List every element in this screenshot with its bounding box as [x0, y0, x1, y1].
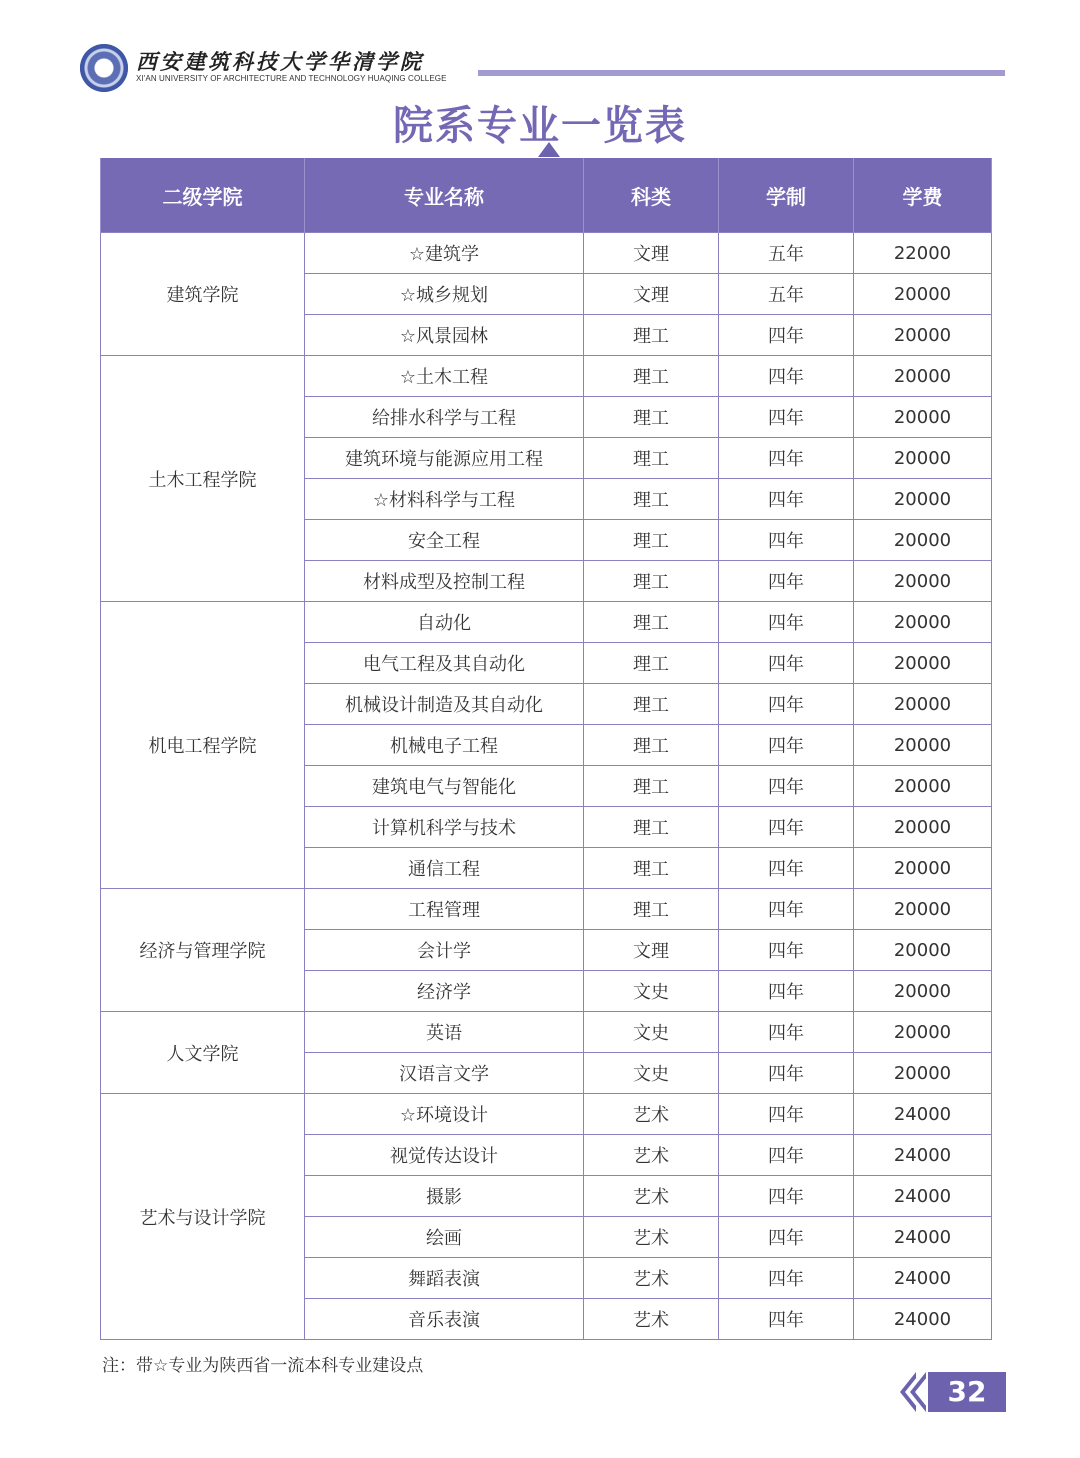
category-cell: 文理	[584, 930, 719, 971]
tuition-cell: 20000	[854, 479, 992, 520]
category-cell: 文理	[584, 233, 719, 274]
category-cell: 理工	[584, 889, 719, 930]
college-name-cell: 艺术与设计学院	[101, 1094, 305, 1340]
major-name-cell: ☆风景园林	[305, 315, 584, 356]
school-name-cn: 西安建筑科技大学华清学院	[136, 49, 424, 74]
tuition-cell: 20000	[854, 643, 992, 684]
column-header-category: 科类	[584, 158, 719, 233]
major-name-cell: 汉语言文学	[305, 1053, 584, 1094]
category-cell: 理工	[584, 766, 719, 807]
duration-cell: 五年	[719, 274, 854, 315]
tuition-cell: 20000	[854, 602, 992, 643]
duration-cell: 四年	[719, 807, 854, 848]
major-name-cell: 机械设计制造及其自动化	[305, 684, 584, 725]
school-logo-icon	[80, 44, 128, 92]
tuition-cell: 24000	[854, 1176, 992, 1217]
page-number: 32	[928, 1372, 1006, 1412]
major-name-cell: 绘画	[305, 1217, 584, 1258]
major-name-cell: 经济学	[305, 971, 584, 1012]
header-divider	[478, 70, 1005, 76]
major-name-cell: 舞蹈表演	[305, 1258, 584, 1299]
major-name-cell: 通信工程	[305, 848, 584, 889]
duration-cell: 四年	[719, 315, 854, 356]
tuition-cell: 20000	[854, 1012, 992, 1053]
title-triangle-icon	[538, 142, 560, 157]
duration-cell: 四年	[719, 889, 854, 930]
duration-cell: 四年	[719, 561, 854, 602]
tuition-cell: 20000	[854, 520, 992, 561]
major-name-cell: 自动化	[305, 602, 584, 643]
duration-cell: 四年	[719, 479, 854, 520]
duration-cell: 四年	[719, 1217, 854, 1258]
tuition-cell: 24000	[854, 1217, 992, 1258]
duration-cell: 四年	[719, 520, 854, 561]
duration-cell: 四年	[719, 971, 854, 1012]
tuition-cell: 24000	[854, 1094, 992, 1135]
column-header-college: 二级学院	[101, 158, 305, 233]
table-row	[101, 889, 992, 930]
tuition-cell: 20000	[854, 848, 992, 889]
category-cell: 艺术	[584, 1176, 719, 1217]
majors-table-body	[101, 233, 992, 1340]
duration-cell: 四年	[719, 930, 854, 971]
college-name-cell: 建筑学院	[101, 233, 305, 356]
duration-cell: 四年	[719, 643, 854, 684]
category-cell: 理工	[584, 520, 719, 561]
major-name-cell: 视觉传达设计	[305, 1135, 584, 1176]
majors-table	[100, 158, 992, 1340]
category-cell: 理工	[584, 315, 719, 356]
category-cell: 艺术	[584, 1299, 719, 1340]
category-cell: 文理	[584, 274, 719, 315]
major-name-cell: 建筑电气与智能化	[305, 766, 584, 807]
duration-cell: 四年	[719, 356, 854, 397]
category-cell: 理工	[584, 356, 719, 397]
duration-cell: 四年	[719, 1176, 854, 1217]
tuition-cell: 20000	[854, 930, 992, 971]
page-number-badge	[900, 1372, 1006, 1412]
category-cell: 理工	[584, 602, 719, 643]
major-name-cell: ☆材料科学与工程	[305, 479, 584, 520]
category-cell: 理工	[584, 807, 719, 848]
duration-cell: 四年	[719, 848, 854, 889]
category-cell: 理工	[584, 848, 719, 889]
major-name-cell: 会计学	[305, 930, 584, 971]
duration-cell: 四年	[719, 1094, 854, 1135]
category-cell: 理工	[584, 438, 719, 479]
tuition-cell: 22000	[854, 233, 992, 274]
tuition-cell: 20000	[854, 725, 992, 766]
major-name-cell: ☆建筑学	[305, 233, 584, 274]
table-row	[101, 1094, 992, 1135]
major-name-cell: 音乐表演	[305, 1299, 584, 1340]
major-name-cell: ☆城乡规划	[305, 274, 584, 315]
major-name-cell: 材料成型及控制工程	[305, 561, 584, 602]
major-name-cell: 英语	[305, 1012, 584, 1053]
category-cell: 理工	[584, 684, 719, 725]
category-cell: 艺术	[584, 1217, 719, 1258]
table-row	[101, 356, 992, 397]
column-header-tuition: 学费	[854, 158, 992, 233]
duration-cell: 四年	[719, 602, 854, 643]
table-row	[101, 1012, 992, 1053]
category-cell: 理工	[584, 725, 719, 766]
tuition-cell: 24000	[854, 1258, 992, 1299]
school-name-en: XI'AN UNIVERSITY OF ARCHITECTURE AND TECHNOLOGY HUAQING COLLEGE	[136, 74, 447, 83]
page-title: 院系专业一览表	[393, 103, 687, 149]
category-cell: 理工	[584, 397, 719, 438]
table-row	[101, 233, 992, 274]
tuition-cell: 20000	[854, 438, 992, 479]
category-cell: 理工	[584, 643, 719, 684]
category-cell: 理工	[584, 479, 719, 520]
major-name-cell: 摄影	[305, 1176, 584, 1217]
duration-cell: 四年	[719, 725, 854, 766]
major-name-cell: ☆土木工程	[305, 356, 584, 397]
major-name-cell: 电气工程及其自动化	[305, 643, 584, 684]
footnote: 注：带☆专业为陕西省一流本科专业建设点	[102, 1356, 424, 1376]
category-cell: 理工	[584, 561, 719, 602]
duration-cell: 四年	[719, 1135, 854, 1176]
column-header-duration: 学制	[719, 158, 854, 233]
tuition-cell: 20000	[854, 397, 992, 438]
tuition-cell: 20000	[854, 1053, 992, 1094]
tuition-cell: 24000	[854, 1299, 992, 1340]
major-name-cell: 给排水科学与工程	[305, 397, 584, 438]
duration-cell: 四年	[719, 438, 854, 479]
major-name-cell: 建筑环境与能源应用工程	[305, 438, 584, 479]
duration-cell: 四年	[719, 1258, 854, 1299]
category-cell: 艺术	[584, 1094, 719, 1135]
tuition-cell: 20000	[854, 561, 992, 602]
duration-cell: 四年	[719, 1053, 854, 1094]
major-name-cell: ☆环境设计	[305, 1094, 584, 1135]
tuition-cell: 20000	[854, 807, 992, 848]
category-cell: 艺术	[584, 1135, 719, 1176]
major-name-cell: 工程管理	[305, 889, 584, 930]
category-cell: 文史	[584, 1053, 719, 1094]
table-header-row	[101, 158, 992, 233]
page-header	[80, 40, 1020, 100]
tuition-cell: 20000	[854, 356, 992, 397]
tuition-cell: 20000	[854, 766, 992, 807]
duration-cell: 四年	[719, 1012, 854, 1053]
duration-cell: 四年	[719, 766, 854, 807]
column-header-major: 专业名称	[305, 158, 584, 233]
duration-cell: 四年	[719, 397, 854, 438]
category-cell: 文史	[584, 971, 719, 1012]
college-name-cell: 经济与管理学院	[101, 889, 305, 1012]
major-name-cell: 机械电子工程	[305, 725, 584, 766]
tuition-cell: 20000	[854, 315, 992, 356]
tuition-cell: 20000	[854, 971, 992, 1012]
tuition-cell: 24000	[854, 1135, 992, 1176]
table-row	[101, 602, 992, 643]
major-name-cell: 安全工程	[305, 520, 584, 561]
duration-cell: 四年	[719, 1299, 854, 1340]
college-name-cell: 土木工程学院	[101, 356, 305, 602]
tuition-cell: 20000	[854, 889, 992, 930]
college-name-cell: 机电工程学院	[101, 602, 305, 889]
college-name-cell: 人文学院	[101, 1012, 305, 1094]
category-cell: 文史	[584, 1012, 719, 1053]
tuition-cell: 20000	[854, 274, 992, 315]
tuition-cell: 20000	[854, 684, 992, 725]
duration-cell: 五年	[719, 233, 854, 274]
major-name-cell: 计算机科学与技术	[305, 807, 584, 848]
duration-cell: 四年	[719, 684, 854, 725]
category-cell: 艺术	[584, 1258, 719, 1299]
